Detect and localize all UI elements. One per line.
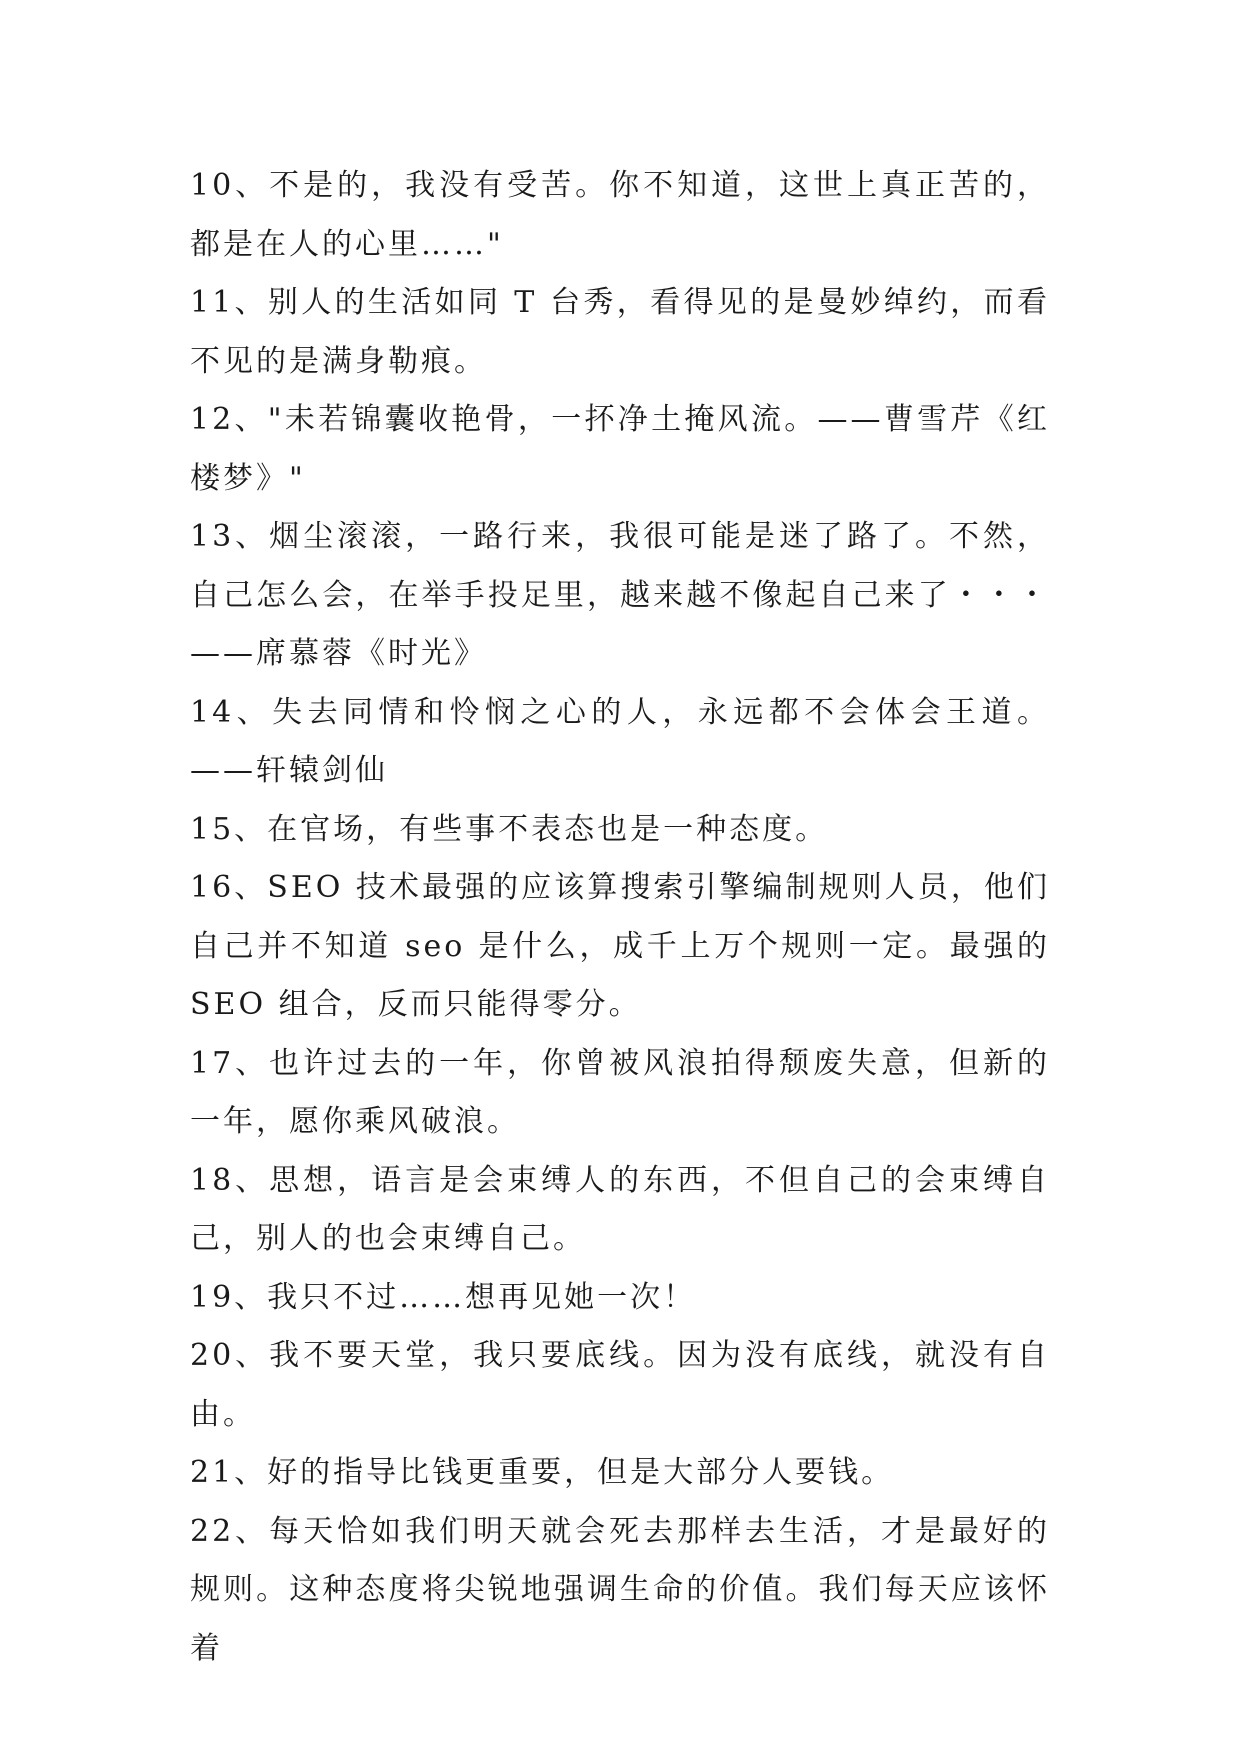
paragraph-14: 14、失去同情和怜悯之心的人，永远都不会体会王道。——轩辕剑仙	[190, 694, 1050, 788]
paragraph-17: 17、也许过去的一年，你曾被风浪拍得颓废失意，但新的一年，愿你乘风破浪。	[190, 1045, 1050, 1139]
paragraph-12: 12、"未若锦囊收艳骨，一抔净土掩风流。——曹雪芹《红楼梦》"	[190, 402, 1050, 496]
paragraph-11: 11、别人的生活如同 T 台秀，看得见的是曼妙绰约，而看不见的是满身勒痕。	[190, 285, 1050, 379]
paragraph-15: 15、在官场，有些事不表态也是一种态度。	[190, 811, 829, 847]
paragraph-13: 13、烟尘滚滚，一路行来，我很可能是迷了路了。不然，自己怎么会，在举手投足里，越来越不像起自己来了・・・——席慕蓉《时光》	[190, 519, 1050, 671]
paragraph-19: 19、我只不过……想再见她一次！	[190, 1279, 697, 1315]
document-body	[190, 157, 1050, 1678]
paragraph-21: 21、好的指导比钱更重要，但是大部分人要钱。	[190, 1455, 895, 1490]
paragraph-20: 20、我不要天堂，我只要底线。因为没有底线，就没有自由。	[190, 1338, 1050, 1432]
paragraph-10: 10、不是的，我没有受苦。你不知道，这世上真正苦的，都是在人的心里……"	[190, 168, 1050, 262]
paragraph-22: 22、每天恰如我们明天就会死去那样去生活，才是最好的规则。这种态度将尖锐地强调生命的价值。我们每天应该怀着	[190, 1513, 1050, 1666]
paragraph-16: 16、SEO 技术最强的应该算搜索引擎编制规则人员，他们自己并不知道 seo 是什么，成千上万个规则一定。最强的 SEO 组合，反而只能得零分。	[190, 870, 1050, 1022]
paragraph-18: 18、思想，语言是会束缚人的东西，不但自己的会束缚自己，别人的也会束缚自己。	[190, 1162, 1050, 1256]
